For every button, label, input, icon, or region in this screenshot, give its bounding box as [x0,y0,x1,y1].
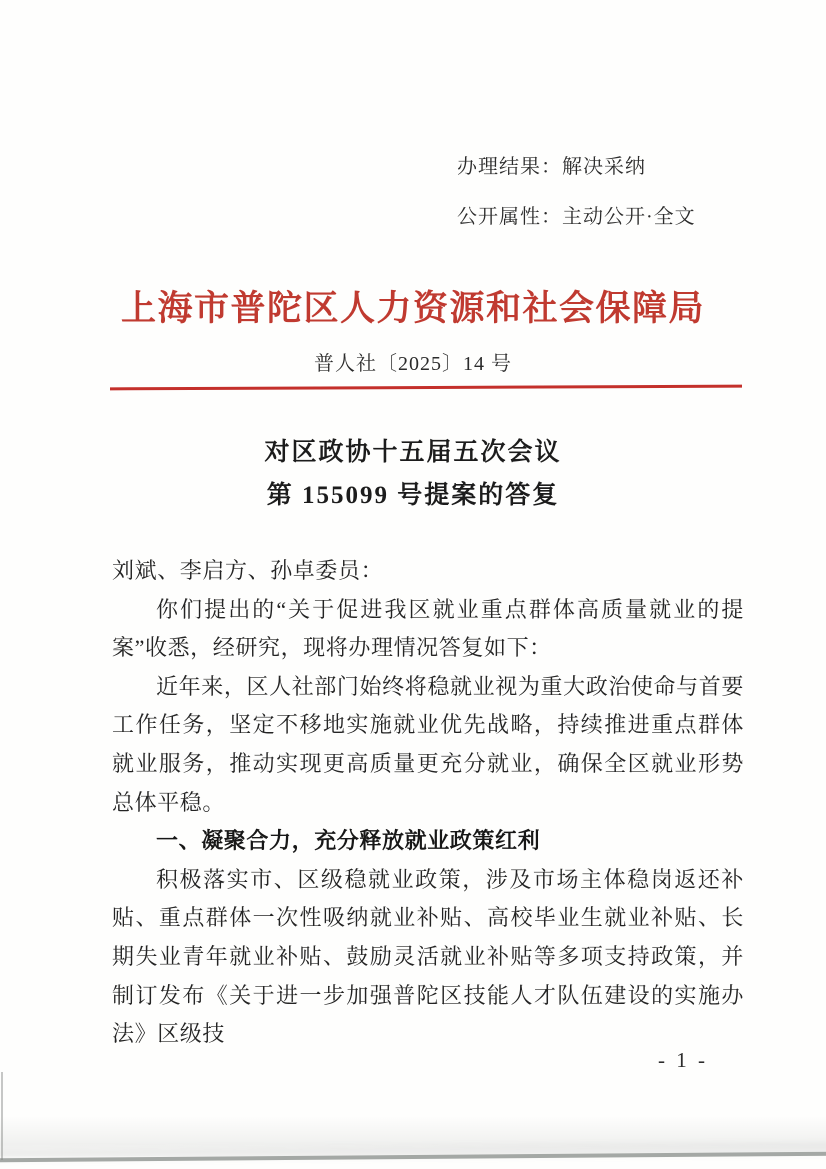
document-title-line2: 第 155099 号提案的答复 [266,482,560,509]
document-title-line1: 对区政协十五届五次会议 [264,439,562,466]
document-number: 普人社〔2025〕14 号 [314,353,512,375]
paragraph-1: 你们提出的“关于促进我区就业重点群体高质量就业的提案”收悉，经研究，现将办理情况答复如下： [112,596,744,661]
paragraph-3: 积极落实市、区级稳就业政策，涉及市场主体稳岗返还补贴、重点群体一次性吸纳就业补贴、高校毕业生就业补贴、长期失业青年就业补贴、鼓励灵活就业补贴等多项支持政策，并制订发布《关于进一步加强普陀区技能人才队伍建设的实施办法》区级技 [112,866,744,1047]
paragraph-2: 近年来，区人社部门始终将稳就业视为重大政治使命与首要工作任务，坚定不移地实施就业优先战略，持续推进重点群体就业服务，推动实现更高质量更充分就业，确保全区就业形势总体平稳。 [112,673,744,815]
section-heading-1: 一、凝聚合力，充分释放就业政策红利 [156,828,541,854]
scan-noise-band [0,1116,826,1156]
publicity-attribute: 公开属性：主动公开·全文 [457,206,696,228]
document-meta [457,142,696,242]
document-title [0,431,826,517]
processing-result: 办理结果：解决采纳 [457,156,646,178]
scan-bottom-edge-shadow [0,1152,826,1163]
salutation: 刘斌、李启方、孙卓委员： [112,558,384,583]
agency-letterhead: 上海市普陀区人力资源和社会保障局 [120,289,705,328]
document-body [112,552,744,1054]
page-number: - 1 - [658,1048,708,1072]
scan-left-edge-line [1,1072,3,1160]
letterhead-divider-rule [110,385,742,391]
